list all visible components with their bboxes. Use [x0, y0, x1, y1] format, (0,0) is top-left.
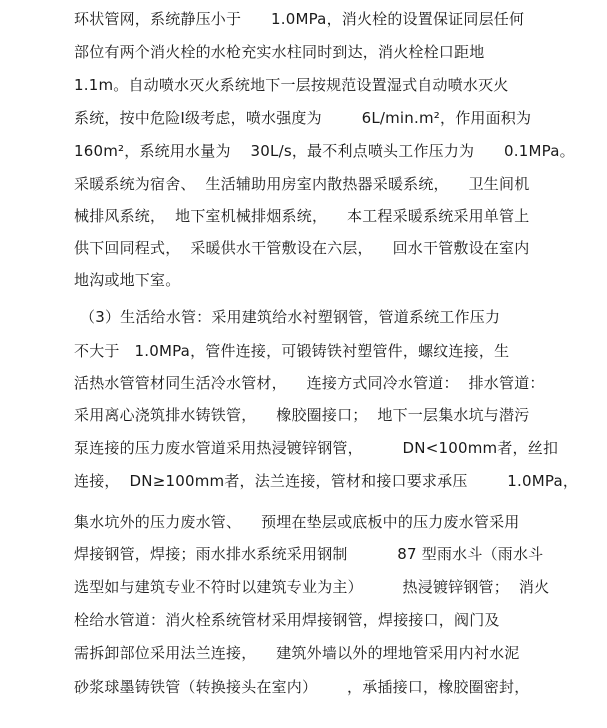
text-line: 选型如与建筑专业不符时以建筑专业为主） 热浸镀锌钢管； 消火 — [74, 578, 550, 596]
text-line: 栓给水管道：消火栓系统管材采用焊接钢管，焊接接口，阀门及 — [74, 611, 500, 629]
text-line: 需拆卸部位采用法兰连接， 建筑外墙以外的埋地管采用内衬水泥 — [74, 644, 520, 662]
text-line: 活热水管管材同生活冷水管材， 连接方式同冷水管道： 排水管道： — [74, 374, 545, 392]
text-line: 供下回同程式， 采暖供水干管敷设在六层， 回水干管敷设在室内 — [74, 239, 530, 257]
text-line: 采暖系统为宿舍、 生活辅助用房室内散热器采暖系统， 卫生间机 — [74, 175, 530, 193]
text-line: 械排风系统， 地下室机械排烟系统， 本工程采暖系统采用单管上 — [74, 207, 530, 225]
text-line: 不大于 1.0MPa，管件连接，可锻铸铁衬塑管件，螺纹连接，生 — [74, 342, 510, 360]
text-line: 1.1m。自动喷水灭火系统地下一层按规范设置湿式自动喷水灭火 — [74, 76, 509, 94]
text-line: 砂浆球墨铸铁管（转换接头在室内） ，承插接口，橡胶圈密封， — [74, 678, 530, 696]
text-line: 泵连接的压力废水管道采用热浸镀锌钢管， DN<100mm者，丝扣 — [74, 439, 559, 457]
text-line: 地沟或地下室。 — [74, 271, 181, 289]
text-line: 集水坑外的压力废水管、 预埋在垫层或底板中的压力废水管采用 — [74, 513, 520, 531]
text-line: 焊接钢管，焊接；雨水排水系统采用钢制 87 型雨水斗（雨水斗 — [74, 545, 544, 563]
text-line: 系统，按中危险Ⅰ级考虑，喷水强度为 6L/min.m²，作用面积为 — [74, 109, 532, 127]
text-line: 部位有两个消火栓的水枪充实水柱同时到达，消火栓栓口距地 — [74, 43, 485, 61]
text-line: 连接， DN≥100mm者，法兰连接，管材和接口要求承压 1.0MPa， — [74, 472, 579, 490]
text-line: 环状管网，系统静压小于 1.0MPa，消火栓的设置保证同层任何 — [74, 10, 525, 28]
text-line: 采用离心浇筑排水铸铁管， 橡胶圈接口； 地下一层集水坑与潜污 — [74, 406, 530, 424]
text-line: 160m²，系统用水量为 30L/s，最不利点喷头工作压力为 0.1MPa。 — [74, 142, 575, 160]
section-heading: （3）生活给水管：采用建筑给水衬塑钢管，管道系统工作压力 — [80, 308, 501, 326]
